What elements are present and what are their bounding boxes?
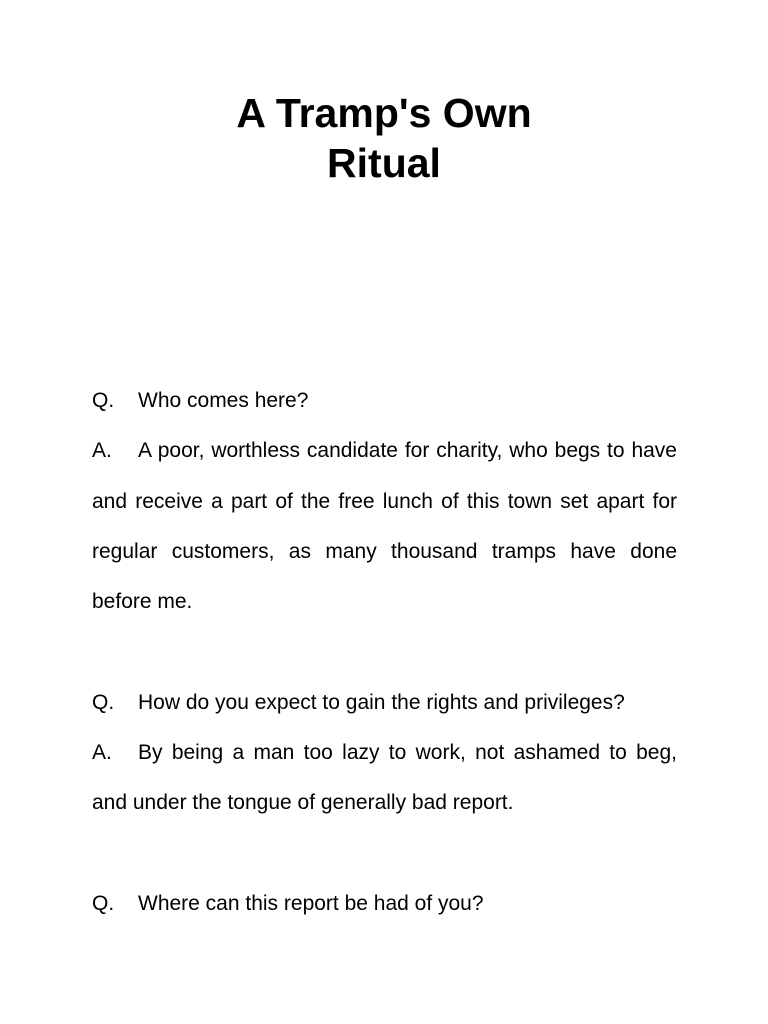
question-label: Q. xyxy=(92,690,115,714)
question-2 xyxy=(92,678,677,728)
answer-text: A poor, worthless candidate for charity, who begs to have and receive a part of the free lunch of this town set apart for regular customers, as many thousand tramps have done before me. xyxy=(92,439,677,614)
title-line-1: A Tramp's Own xyxy=(236,90,532,136)
document-body xyxy=(92,376,677,929)
question-text: Where can this report be had of you? xyxy=(138,891,484,915)
title-line-2: Ritual xyxy=(327,140,441,186)
question-1 xyxy=(92,376,677,426)
answer-label: A. xyxy=(92,439,112,463)
answer-1 xyxy=(92,426,677,627)
question-text: How do you expect to gain the rights and privileges? xyxy=(138,690,625,714)
paragraph-spacer xyxy=(92,829,677,879)
question-label: Q. xyxy=(92,891,115,915)
paragraph-spacer xyxy=(92,627,677,677)
question-label: Q. xyxy=(92,389,115,412)
answer-label: A. xyxy=(92,741,112,765)
question-3 xyxy=(92,879,677,929)
page-title xyxy=(0,88,768,188)
answer-text: By being a man too lazy to work, not ashamed to beg, and under the tongue of generally bad report. xyxy=(92,741,677,815)
question-text: Who comes here? xyxy=(138,389,309,412)
answer-2 xyxy=(92,728,677,829)
